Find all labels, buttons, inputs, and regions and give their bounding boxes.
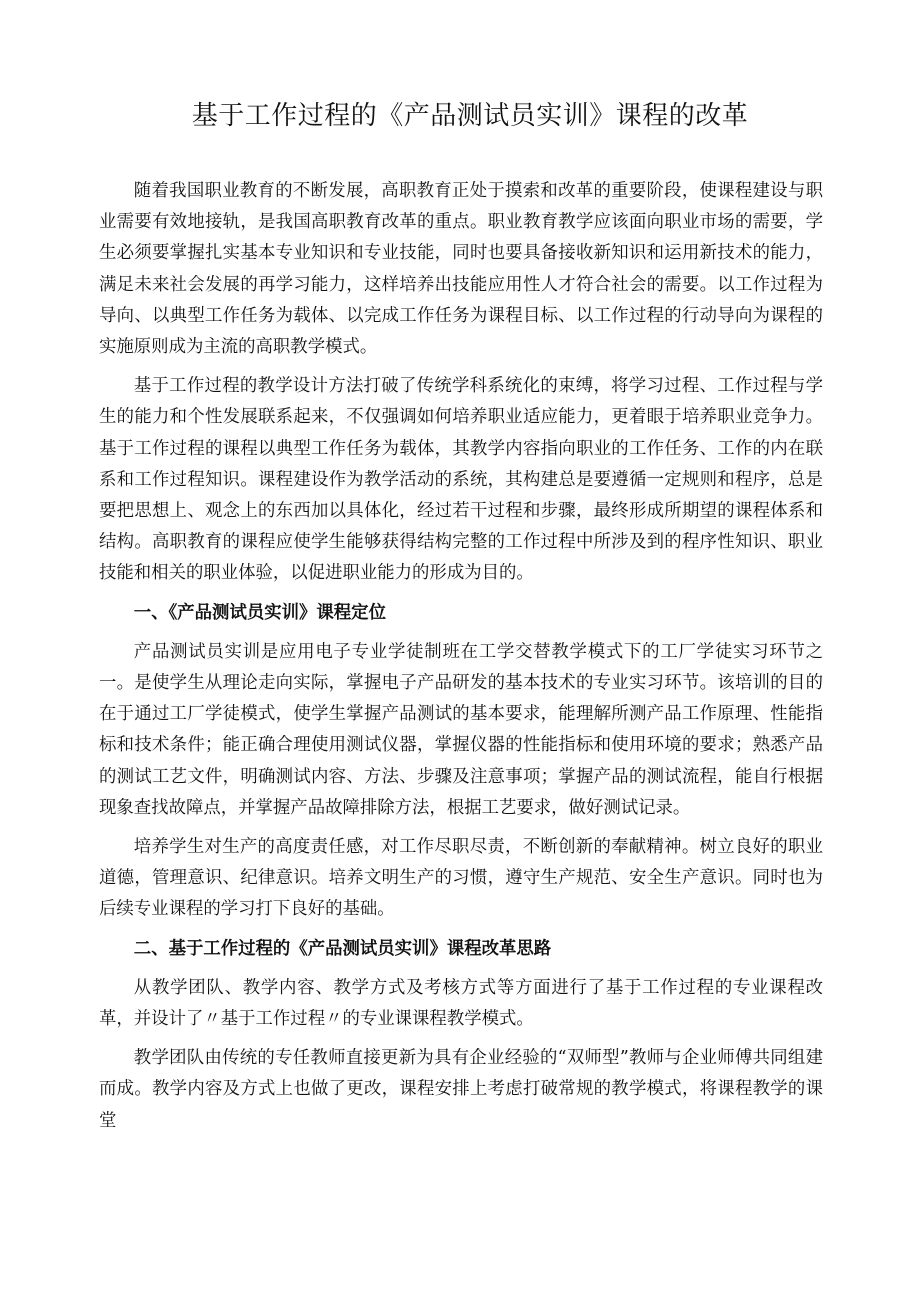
document-body [99,176,823,1137]
section-1-heading: 一、《产品测试员实训》课程定位 [133,602,386,623]
intro-paragraph-2: 基于工作过程的教学设计方法打破了传统学科系统化的束缚，将学习过程、工作过程与学生的能力和个性发展联系起来，不仅强调如何培养职业适应能力，更着眼于培养职业竞争力。基于工作过程的课程以典型工作任务为载体，其教学内容指向职业的工作任务、工作的内在联系和工作过程知识。课程建设作为教学活动的系统，其构建总是要遵循一定规则和程序，总是要把思想上、观念上的东西加以具体化，经过若干过程和步骤，最终形成所期望的课程体系和结构。高职教育的课程应使学生能够获得结构完整的工作过程中所涉及到的程序性知识、职业技能和相关的职业体验，以促进职业能力的形成为目的。 [99,376,823,584]
intro-paragraph-1: 随着我国职业教育的不断发展，高职教育正处于摸索和改革的重要阶段，使课程建设与职业需要有效地接轨，是我国高职教育改革的重点。职业教育教学应该面向职业市场的需要，学生必须要掌握扎实基本专业知识和专业技能，同时也要具备接收新知识和运用新技术的能力，满足未来社会发展的再学习能力，这样培养出技能应用性人才符合社会的需要。以工作过程为导向、以典型工作任务为载体、以完成工作任务为课程目标、以工作过程的行动导向为课程的实施原则成为主流的高职教学模式。 [99,181,823,358]
section-2-paragraph-2: 教学团队由传统的专任教师直接更新为具有企业经验的“双师型”教师与企业师傅共同组建而成。教学内容及方式上也做了更改，课程安排上考虑打破常规的教学模式，将课程教学的课堂 [99,1048,823,1131]
document-title: 基于工作过程的《产品测试员实训》课程的改革 [191,101,749,131]
section-1-paragraph-2: 培养学生对生产的高度责任感，对工作尽职尽责，不断创新的奉献精神。树立良好的职业道德，管理意识、纪律意识。培养文明生产的习惯，遵守生产规范、安全生产意识。同时也为后续专业课程的学习打下良好的基础。 [99,837,823,920]
section-1-paragraph-1: 产品测试员实训是应用电子专业学徒制班在工学交替教学模式下的工厂学徒实习环节之一。是使学生从理论走向实际，掌握电子产品研发的基本技术的专业实习环节。该培训的目的在于通过工厂学徒模式，使学生掌握产品测试的基本要求，能理解所测产品工作原理、性能指标和技术条件；能正确合理使用测试仪器，掌握仪器的性能指标和使用环境的要求；熟悉产品的测试工艺文件，明确测试内容、方法、步骤及注意事项；掌握产品的测试流程，能自行根据现象查找故障点，并掌握产品故障排除方法，根据工艺要求，做好测试记录。 [99,641,823,818]
section-2-paragraph-1: 从教学团队、教学内容、教学方式及考核方式等方面进行了基于工作过程的专业课程改革，并设计了〃基于工作过程〃的专业课课程教学模式。 [99,977,823,1030]
section-2-heading: 二、基于工作过程的《产品测试员实训》课程改革思路 [133,938,552,959]
